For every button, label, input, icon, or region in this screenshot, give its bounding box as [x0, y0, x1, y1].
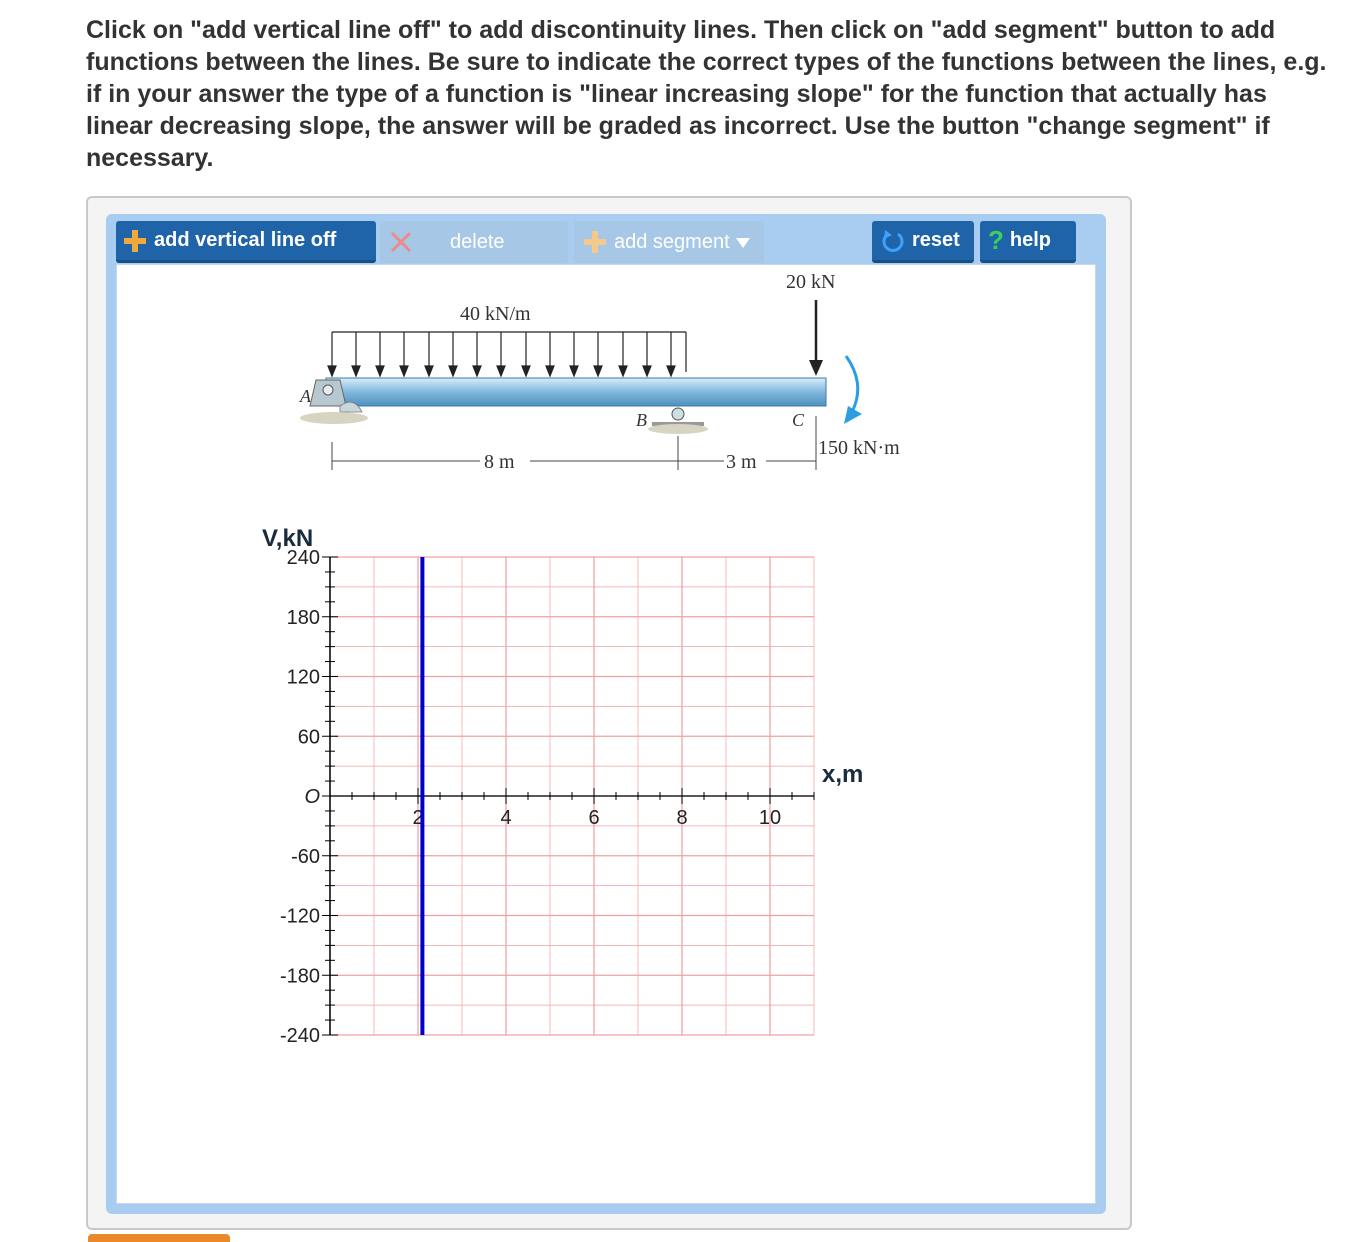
distributed-load-label: 40 kN/m [460, 303, 531, 325]
label-a: A [300, 386, 311, 406]
point-force-label: 20 kN [786, 271, 836, 293]
submit-tab[interactable] [88, 1234, 230, 1242]
delete-label: delete [450, 230, 505, 253]
help-question-icon: ? [988, 225, 1004, 255]
roller-support-b [648, 408, 708, 434]
load-arrows [328, 332, 686, 376]
label-b: B [636, 410, 647, 430]
x-tick-label: 6 [588, 807, 600, 829]
delete-x-icon [388, 229, 414, 255]
delete-button[interactable] [380, 221, 568, 263]
beam [326, 378, 826, 406]
point-force-arrow [809, 300, 823, 376]
x-axis-label: x,m [822, 761, 864, 788]
y-tick-label: 240 [286, 547, 320, 569]
add-vertical-line-button[interactable] [116, 221, 376, 263]
x-tick-label: 10 [758, 807, 782, 829]
y-tick-label: O [304, 786, 320, 808]
add-segment-label: add segment [614, 230, 730, 253]
y-tick-label: 60 [297, 726, 320, 749]
moment-label: 150 kN·m [818, 437, 900, 459]
y-tick-label: 120 [286, 666, 320, 689]
y-tick-label: -180 [279, 965, 320, 988]
dimension-8m: 8 m [484, 451, 515, 473]
add-segment-button[interactable] [574, 221, 764, 263]
y-tick-label: -60 [291, 845, 320, 868]
label-c: C [792, 410, 805, 430]
plus-icon [122, 228, 148, 254]
x-tick-label: 2 [412, 807, 424, 829]
y-tick-labels [280, 547, 320, 1047]
add-vertical-line-label: add vertical line off [154, 229, 337, 251]
dimension-3m: 3 m [726, 451, 757, 473]
reset-button[interactable] [872, 221, 974, 263]
x-tick-label: 8 [676, 807, 688, 829]
help-label: help [1009, 229, 1052, 251]
plot-axes [322, 557, 814, 1035]
help-button[interactable] [980, 221, 1076, 263]
y-tick-label: 180 [286, 606, 320, 629]
y-axis-label: V,kN [262, 525, 314, 552]
x-tick-label: 4 [500, 807, 512, 829]
y-tick-label: -240 [279, 1025, 320, 1047]
reset-icon [880, 228, 906, 254]
y-tick-label: -120 [279, 905, 320, 928]
moment-arc [846, 356, 858, 412]
reset-label: reset [912, 229, 960, 251]
instructions-text: Click on "add vertical line off" to add discontinuity lines. Then click on "add segment" button to add functions between the lines. Be sure to indicate the correct types of the functions between the lines, e.g. if in your answer the type of a function is "linear increasing slope" for the function that actually has linear decreasing slope, the answer will be graded as incorrect. Use the button "change segment" if necessary. [86, 16, 1327, 172]
beam-diagram [296, 266, 936, 486]
plus-icon [582, 229, 608, 255]
dropdown-arrow-icon [734, 233, 752, 251]
shear-plot [250, 520, 890, 1050]
